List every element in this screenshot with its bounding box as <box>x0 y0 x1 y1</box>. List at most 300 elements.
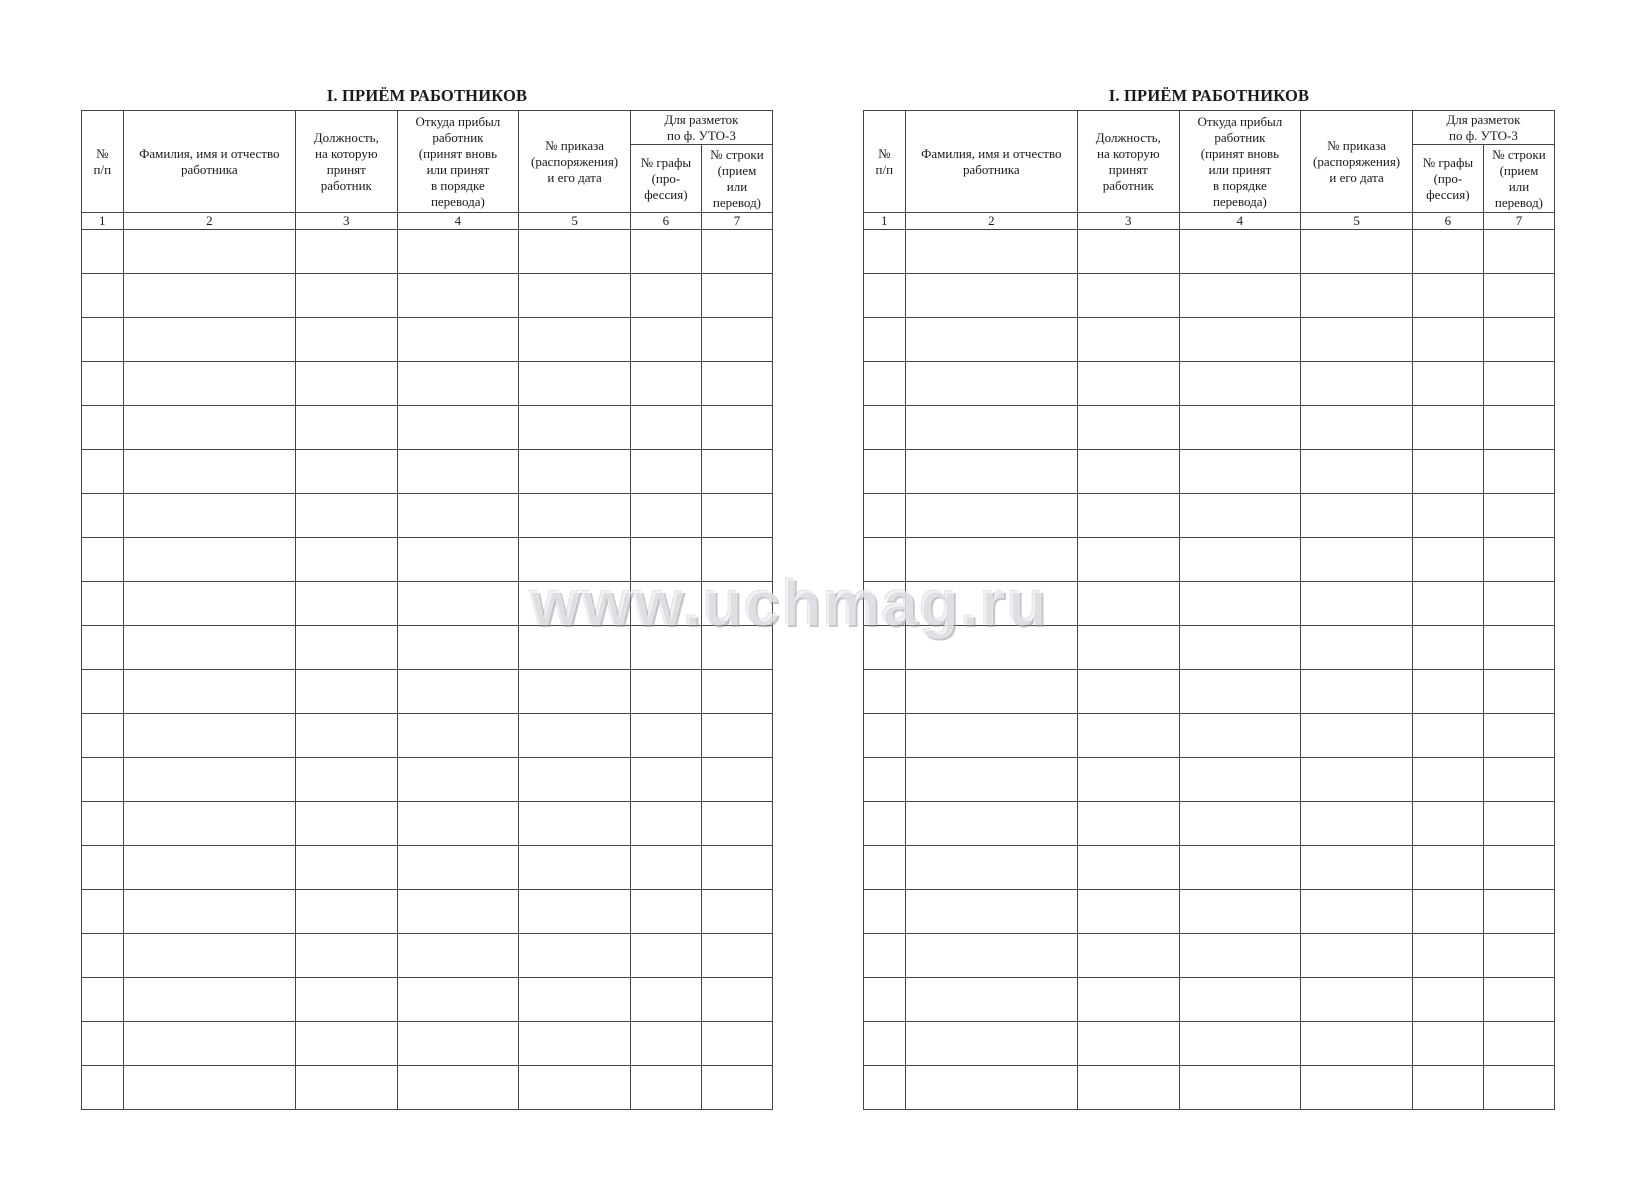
table-cell <box>864 846 906 890</box>
table-cell <box>630 494 701 538</box>
table-cell <box>1483 450 1554 494</box>
table-cell <box>701 318 772 362</box>
table-cell <box>82 846 124 890</box>
table-cell <box>1179 934 1301 978</box>
table-cell <box>519 582 631 626</box>
table-cell <box>701 978 772 1022</box>
header-col-full-name: Фамилия, имя и отчество работника <box>905 111 1077 213</box>
table-cell <box>701 230 772 274</box>
table-cell <box>296 714 397 758</box>
table-cell <box>296 890 397 934</box>
table-cell <box>1301 802 1413 846</box>
table-cell <box>701 1022 772 1066</box>
table-cell <box>1179 406 1301 450</box>
table-cell <box>864 758 906 802</box>
table-cell <box>1078 582 1179 626</box>
table-cell <box>701 714 772 758</box>
table-cell <box>1179 714 1301 758</box>
table-cell <box>905 626 1077 670</box>
table-cell <box>397 274 519 318</box>
column-number: 1 <box>864 213 906 230</box>
table-cell <box>519 362 631 406</box>
table-row <box>864 1022 1555 1066</box>
table-cell <box>1483 714 1554 758</box>
table-cell <box>1301 230 1413 274</box>
table-cell <box>864 1066 906 1110</box>
table-cell <box>397 406 519 450</box>
table-cell <box>519 274 631 318</box>
table-cell <box>1301 714 1413 758</box>
table-cell <box>1179 626 1301 670</box>
table-cell <box>123 274 295 318</box>
table-cell <box>1179 802 1301 846</box>
table-cell <box>296 626 397 670</box>
table-cell <box>1412 582 1483 626</box>
table-cell <box>1078 626 1179 670</box>
header-col-position: Должность, на которую принят работник <box>1078 111 1179 213</box>
table-cell <box>519 230 631 274</box>
table-cell <box>397 582 519 626</box>
table-cell <box>1412 230 1483 274</box>
header-col-line: № строки (прием или перевод) <box>1483 145 1554 213</box>
table-cell <box>1483 538 1554 582</box>
table-cell <box>1078 802 1179 846</box>
table-cell <box>1412 802 1483 846</box>
column-number-row <box>82 213 773 230</box>
column-number: 2 <box>905 213 1077 230</box>
table-cell <box>1483 802 1554 846</box>
header-col-number: № п/п <box>864 111 906 213</box>
table-cell <box>864 406 906 450</box>
table-cell <box>701 494 772 538</box>
table-cell <box>519 758 631 802</box>
table-cell <box>1078 1066 1179 1110</box>
table-cell <box>1078 230 1179 274</box>
table-cell <box>1483 670 1554 714</box>
table-cell <box>397 846 519 890</box>
table-cell <box>630 274 701 318</box>
table-cell <box>1078 890 1179 934</box>
table-cell <box>1078 670 1179 714</box>
table-row <box>864 318 1555 362</box>
table-cell <box>296 670 397 714</box>
table-cell <box>864 450 906 494</box>
table-cell <box>701 670 772 714</box>
table-cell <box>296 362 397 406</box>
table-cell <box>1301 934 1413 978</box>
table-cell <box>1412 318 1483 362</box>
table-row <box>864 362 1555 406</box>
table-cell <box>296 846 397 890</box>
header-col-profession: № графы (про- фессия) <box>630 145 701 213</box>
column-number: 4 <box>1179 213 1301 230</box>
table-cell <box>1483 846 1554 890</box>
table-cell <box>1301 846 1413 890</box>
table-cell <box>123 934 295 978</box>
table-cell <box>1179 230 1301 274</box>
page-title: I. ПРИЁМ РАБОТНИКОВ <box>326 86 528 105</box>
table-cell <box>864 626 906 670</box>
table-cell <box>864 1022 906 1066</box>
table-cell <box>701 406 772 450</box>
table-cell <box>82 1066 124 1110</box>
column-number-row <box>864 213 1555 230</box>
table-cell <box>519 626 631 670</box>
table-row <box>82 494 773 538</box>
table-row <box>82 890 773 934</box>
table-cell <box>397 670 519 714</box>
table-cell <box>1412 714 1483 758</box>
table-cell <box>630 978 701 1022</box>
table-cell <box>82 362 124 406</box>
table-cell <box>905 714 1077 758</box>
table-cell <box>1078 318 1179 362</box>
table-cell <box>1179 1022 1301 1066</box>
table-cell <box>1301 318 1413 362</box>
table-cell <box>905 538 1077 582</box>
table-cell <box>1412 758 1483 802</box>
table-cell <box>1412 450 1483 494</box>
table-cell <box>397 626 519 670</box>
table-cell <box>1078 494 1179 538</box>
table-cell <box>1301 1022 1413 1066</box>
table-cell <box>864 890 906 934</box>
table-row <box>864 626 1555 670</box>
table-cell <box>905 582 1077 626</box>
table-cell <box>1483 758 1554 802</box>
hiring-ledger-table <box>81 110 773 1110</box>
table-cell <box>82 626 124 670</box>
table-cell <box>1412 362 1483 406</box>
header-col-profession: № графы (про- фессия) <box>1412 145 1483 213</box>
table-cell <box>123 1066 295 1110</box>
column-number: 5 <box>1301 213 1413 230</box>
header-col-number: № п/п <box>82 111 124 213</box>
table-cell <box>630 626 701 670</box>
table-cell <box>296 1066 397 1110</box>
table-cell <box>1078 978 1179 1022</box>
table-cell <box>905 978 1077 1022</box>
table-cell <box>1179 538 1301 582</box>
table-cell <box>1412 670 1483 714</box>
table-cell <box>1483 978 1554 1022</box>
table-cell <box>123 494 295 538</box>
table-cell <box>630 714 701 758</box>
table-cell <box>397 714 519 758</box>
table-cell <box>1179 450 1301 494</box>
column-number: 6 <box>1412 213 1483 230</box>
table-cell <box>82 934 124 978</box>
table-cell <box>82 274 124 318</box>
table-cell <box>519 670 631 714</box>
table-cell <box>630 406 701 450</box>
table-cell <box>82 1022 124 1066</box>
page-title: I. ПРИЁМ РАБОТНИКОВ <box>1108 86 1310 105</box>
table-cell <box>1179 318 1301 362</box>
table-cell <box>1078 538 1179 582</box>
table-cell <box>1179 846 1301 890</box>
table-cell <box>1078 274 1179 318</box>
header-group-markings: Для разметок по ф. УТО-3 <box>630 111 772 145</box>
table-cell <box>123 450 295 494</box>
table-cell <box>397 230 519 274</box>
table-cell <box>123 978 295 1022</box>
table-cell <box>864 494 906 538</box>
table-cell <box>397 362 519 406</box>
table-cell <box>1078 714 1179 758</box>
table-cell <box>123 758 295 802</box>
column-number: 6 <box>630 213 701 230</box>
table-cell <box>519 1022 631 1066</box>
table-cell <box>1483 362 1554 406</box>
table-cell <box>1078 362 1179 406</box>
table-cell <box>905 274 1077 318</box>
table-cell <box>1483 494 1554 538</box>
table-cell <box>1301 978 1413 1022</box>
table-cell <box>397 318 519 362</box>
table-cell <box>1179 274 1301 318</box>
table-cell <box>864 362 906 406</box>
table-row <box>82 846 773 890</box>
table-cell <box>905 758 1077 802</box>
table-cell <box>1412 890 1483 934</box>
table-cell <box>519 846 631 890</box>
table-cell <box>519 1066 631 1110</box>
right-page <box>863 82 1555 1110</box>
table-cell <box>1412 1066 1483 1110</box>
table-cell <box>296 318 397 362</box>
table-row <box>82 538 773 582</box>
table-cell <box>1078 846 1179 890</box>
table-cell <box>1179 1066 1301 1110</box>
table-row <box>864 934 1555 978</box>
table-cell <box>397 450 519 494</box>
table-row <box>82 450 773 494</box>
table-cell <box>630 318 701 362</box>
table-cell <box>630 1022 701 1066</box>
table-row <box>864 450 1555 494</box>
table-cell <box>1078 406 1179 450</box>
table-cell <box>296 1022 397 1066</box>
table-cell <box>905 362 1077 406</box>
table-row <box>82 670 773 714</box>
table-row <box>82 934 773 978</box>
column-number: 5 <box>519 213 631 230</box>
table-row <box>82 318 773 362</box>
table-cell <box>630 582 701 626</box>
table-cell <box>630 934 701 978</box>
table-cell <box>701 274 772 318</box>
header-group-markings: Для разметок по ф. УТО-3 <box>1412 111 1554 145</box>
table-row <box>864 494 1555 538</box>
table-cell <box>123 406 295 450</box>
table-cell <box>519 318 631 362</box>
table-cell <box>519 538 631 582</box>
table-cell <box>1412 1022 1483 1066</box>
table-row <box>82 362 773 406</box>
table-cell <box>630 362 701 406</box>
table-cell <box>905 230 1077 274</box>
table-cell <box>701 362 772 406</box>
table-cell <box>905 318 1077 362</box>
table-cell <box>1301 758 1413 802</box>
table-cell <box>1483 274 1554 318</box>
table-cell <box>1179 890 1301 934</box>
table-cell <box>1301 670 1413 714</box>
table-cell <box>1301 362 1413 406</box>
table-cell <box>519 802 631 846</box>
table-cell <box>296 758 397 802</box>
table-row <box>82 230 773 274</box>
table-cell <box>123 714 295 758</box>
table-cell <box>1412 626 1483 670</box>
table-cell <box>864 538 906 582</box>
table-cell <box>123 1022 295 1066</box>
entry-rows <box>864 230 1555 1110</box>
table-cell <box>1483 934 1554 978</box>
table-row <box>82 582 773 626</box>
header-col-origin: Откуда прибыл работник (принят вновь или принят в порядке перевода) <box>1179 111 1301 213</box>
table-cell <box>1412 494 1483 538</box>
table-cell <box>864 582 906 626</box>
table-cell <box>905 846 1077 890</box>
table-cell <box>1412 406 1483 450</box>
table-cell <box>123 890 295 934</box>
table-cell <box>82 318 124 362</box>
table-cell <box>82 406 124 450</box>
table-cell <box>701 802 772 846</box>
table-cell <box>630 230 701 274</box>
header-col-position: Должность, на которую принят работник <box>296 111 397 213</box>
table-cell <box>1179 494 1301 538</box>
table-cell <box>701 582 772 626</box>
table-cell <box>123 626 295 670</box>
table-cell <box>82 714 124 758</box>
table-cell <box>82 538 124 582</box>
table-cell <box>1179 362 1301 406</box>
table-row <box>864 1066 1555 1110</box>
table-cell <box>123 230 295 274</box>
table-cell <box>296 538 397 582</box>
table-cell <box>123 846 295 890</box>
table-cell <box>82 494 124 538</box>
table-cell <box>123 318 295 362</box>
table-cell <box>1179 758 1301 802</box>
table-row <box>82 626 773 670</box>
table-cell <box>905 494 1077 538</box>
table-row <box>82 1022 773 1066</box>
table-cell <box>123 582 295 626</box>
table-cell <box>296 406 397 450</box>
table-cell <box>82 890 124 934</box>
table-cell <box>1301 626 1413 670</box>
table-row <box>864 714 1555 758</box>
table-row <box>864 670 1555 714</box>
table-cell <box>905 890 1077 934</box>
table-cell <box>82 450 124 494</box>
table-cell <box>397 494 519 538</box>
table-cell <box>296 802 397 846</box>
table-cell <box>296 274 397 318</box>
column-number: 2 <box>123 213 295 230</box>
table-cell <box>1412 274 1483 318</box>
table-cell <box>905 1022 1077 1066</box>
table-cell <box>1483 1066 1554 1110</box>
table-cell <box>1483 230 1554 274</box>
table-cell <box>123 538 295 582</box>
table-row <box>864 582 1555 626</box>
table-row <box>864 846 1555 890</box>
table-cell <box>701 538 772 582</box>
table-cell <box>1483 626 1554 670</box>
table-cell <box>630 670 701 714</box>
table-cell <box>701 450 772 494</box>
table-cell <box>905 406 1077 450</box>
table-cell <box>82 670 124 714</box>
table-cell <box>1301 406 1413 450</box>
table-cell <box>397 758 519 802</box>
table-cell <box>1078 1022 1179 1066</box>
column-number: 1 <box>82 213 124 230</box>
table-cell <box>123 670 295 714</box>
table-row <box>864 538 1555 582</box>
table-cell <box>701 890 772 934</box>
header-col-origin: Откуда прибыл работник (принят вновь или принят в порядке перевода) <box>397 111 519 213</box>
table-row <box>82 274 773 318</box>
table-cell <box>296 450 397 494</box>
table-cell <box>701 626 772 670</box>
table-cell <box>1483 890 1554 934</box>
table-cell <box>630 846 701 890</box>
table-cell <box>1179 978 1301 1022</box>
table-cell <box>864 714 906 758</box>
left-page <box>81 82 773 1110</box>
table-row <box>82 978 773 1022</box>
table-row <box>82 406 773 450</box>
table-row <box>82 714 773 758</box>
table-cell <box>864 802 906 846</box>
table-row <box>864 230 1555 274</box>
table-cell <box>701 934 772 978</box>
table-cell <box>1078 934 1179 978</box>
table-cell <box>701 846 772 890</box>
header-col-order: № приказа (распоряжения) и его дата <box>1301 111 1413 213</box>
table-cell <box>296 978 397 1022</box>
table-cell <box>630 450 701 494</box>
table-cell <box>1483 406 1554 450</box>
table-cell <box>1301 494 1413 538</box>
table-row <box>82 758 773 802</box>
table-cell <box>905 934 1077 978</box>
table-cell <box>1301 582 1413 626</box>
table-cell <box>701 758 772 802</box>
table-cell <box>864 318 906 362</box>
table-cell <box>630 802 701 846</box>
table-cell <box>1078 450 1179 494</box>
table-cell <box>1301 1066 1413 1110</box>
table-cell <box>82 978 124 1022</box>
table-row <box>864 406 1555 450</box>
table-cell <box>905 450 1077 494</box>
table-cell <box>1412 846 1483 890</box>
table-cell <box>82 230 124 274</box>
table-cell <box>630 890 701 934</box>
table-cell <box>82 758 124 802</box>
table-cell <box>1179 582 1301 626</box>
column-number: 7 <box>1483 213 1554 230</box>
table-cell <box>397 890 519 934</box>
table-cell <box>123 802 295 846</box>
